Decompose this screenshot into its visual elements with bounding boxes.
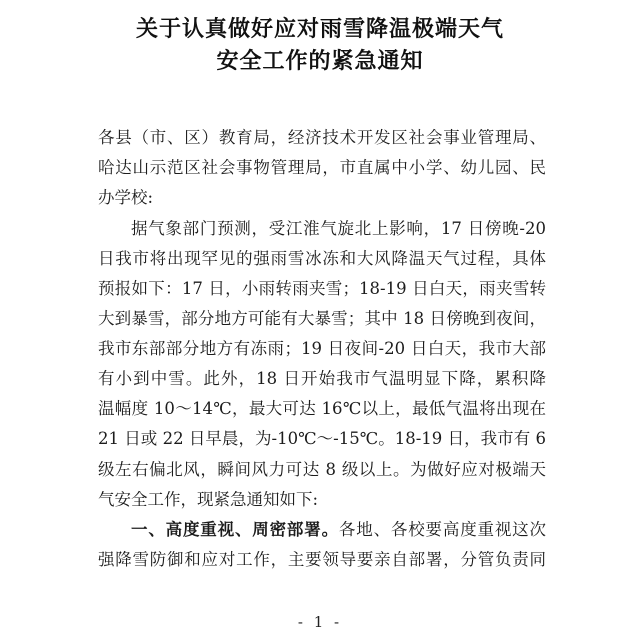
- body-line-9: 级左右偏北风，瞬间风力可达 8 级以上。为做好应对极端天: [98, 460, 546, 479]
- body-line-4: 大到暴雪，部分地方可能有大暴雪；其中 18 日傍晚到夜间，: [98, 309, 546, 328]
- body-line-3: 预报如下：17 日，小雨转雨夹雪；18-19 日白天，雨夹雪转: [98, 279, 546, 298]
- document-title-line-2: 安全工作的紧急通知: [216, 49, 424, 74]
- document-title-line-1: 关于认真做好应对雨雪降温极端天气: [135, 17, 504, 42]
- section-1-heading: 一、高度重视、周密部署。: [131, 520, 339, 539]
- body-line-8: 21 日或 22 日早晨，为-10℃～-15℃。18-19 日，我市有 6: [98, 429, 546, 448]
- section-1-line-2: 强降雪防御和应对工作，主要领导要亲自部署，分管负责同: [98, 550, 546, 569]
- addressee-line-1: 各县（市、区）教育局，经济技术开发区社会事业管理局、: [98, 128, 546, 147]
- body-line-7: 温幅度 10～14℃，最大可达 16℃以上，最低气温将出现在: [98, 399, 546, 418]
- page-number: - 1 -: [297, 613, 343, 631]
- body-line-10: 气安全工作，现紧急通知如下:: [98, 490, 319, 509]
- addressee-line-3: 办学校:: [98, 188, 154, 207]
- body-line-5: 我市东部部分地方有冻雨；19 日夜间-20 日白天，我市大部: [98, 339, 546, 358]
- addressee-line-2: 哈达山示范区社会事物管理局，市直属中小学、幼儿园、民: [98, 158, 546, 177]
- body-line-2: 日我市将出现罕见的强雨雪冰冻和大风降温天气过程，具体: [98, 249, 546, 268]
- body-line-6: 有小到中雪。此外，18 日开始我市气温明显下降，累积降: [98, 369, 546, 388]
- section-1-line-1: [131, 520, 546, 540]
- body-line-1: 据气象部门预测，受江淮气旋北上影响，17 日傍晚-20: [131, 219, 546, 238]
- section-1-text: 各地、各校要高度重视这次: [338, 520, 547, 539]
